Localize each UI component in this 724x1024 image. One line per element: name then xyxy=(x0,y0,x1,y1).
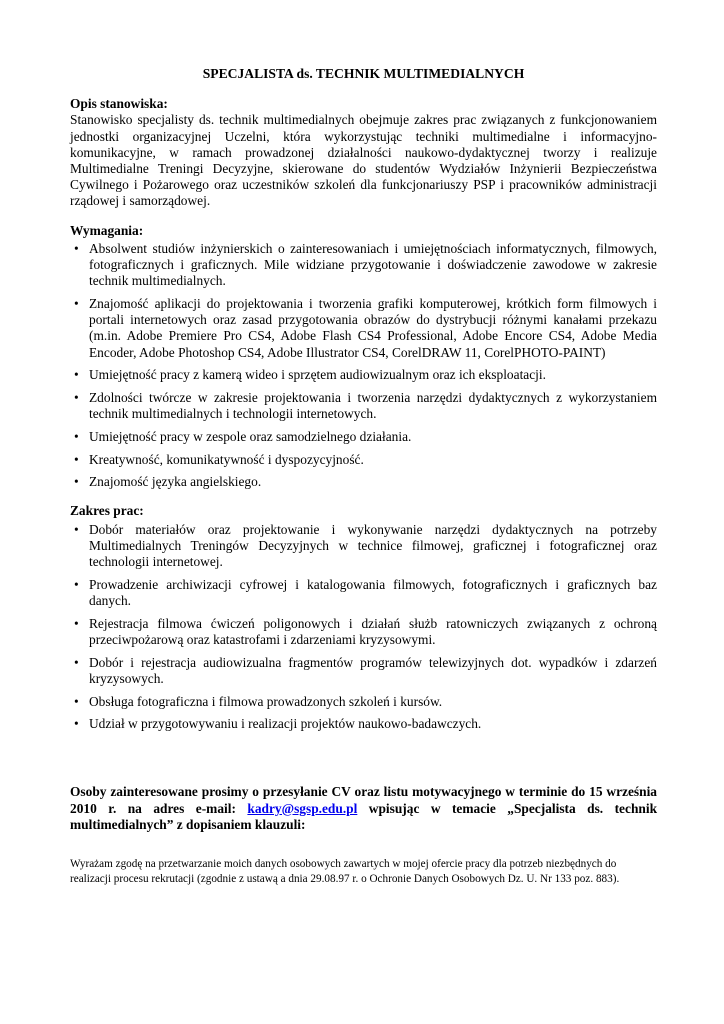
requirements-list xyxy=(70,241,657,491)
list-item xyxy=(70,577,657,609)
list-item-text: Zdolności twórcze w zakresie projektowania i tworzenia narzędzi dydaktycznych z wykorzystaniem technik multimedialnych i technologii internetowych. xyxy=(89,389,657,422)
list-item xyxy=(70,716,657,732)
list-item xyxy=(70,474,657,490)
bullet-icon: • xyxy=(74,521,79,537)
consent-clause: Wyrażam zgodę na przetwarzanie moich danych osobowych zawartych w mojej ofercie pracy dla potrzeb niezbędnych do realizacji procesu rekrutacji (zgodnie z ustawą a dnia 29.08.97 r. o Ochronie Danych Osobowych Dz. U. Nr 133 poz. 883). xyxy=(70,858,620,886)
scope-heading: Zakres prac: xyxy=(70,503,144,519)
scope-section xyxy=(70,503,657,732)
list-item xyxy=(70,694,657,710)
list-item-text: Rejestracja filmowa ćwiczeń poligonowych i działań służb ratowniczych związanych z ochroną przeciwpożarową oraz katastrofami i zdarzeniami kryzysowymi. xyxy=(89,615,657,647)
list-item xyxy=(70,655,657,687)
list-item-text: Absolwent studiów inżynierskich o zainteresowaniach i umiejętnościach informatycznych, filmowych, fotograficznych i graficznych. Mile widziane przygotowanie i doświadczenie zawodowe w zakresie technik multimedialnych. xyxy=(89,240,657,289)
bullet-icon: • xyxy=(74,367,79,383)
description-heading: Opis stanowiska: xyxy=(70,96,168,112)
list-item xyxy=(70,367,657,383)
bullet-icon: • xyxy=(74,576,79,592)
closing-text-before: Osoby zainteresowane prosimy o przesyłanie CV oraz listu motywacyjnego w terminie do 15 września 2010 r. na adres e-mail: xyxy=(70,784,657,816)
list-item-text: Umiejętność pracy w zespole oraz samodzielnego działania. xyxy=(89,428,412,444)
bullet-icon: • xyxy=(74,615,79,631)
requirements-section xyxy=(70,223,657,491)
bullet-icon: • xyxy=(74,451,79,467)
bullet-icon: • xyxy=(74,295,79,311)
list-item-text: Znajomość języka angielskiego. xyxy=(89,474,262,490)
list-item xyxy=(70,296,657,361)
list-item-text: Znajomość aplikacji do projektowania i tworzenia grafiki komputerowej, krótkich form filmowych i portali internetowych oraz zasad przygotowania obrazów do dystrybucji różnymi kanałami przekazu (m.in. Adobe Premiere Pro CS4, Adobe Flash CS4 Professional, Adobe Encore CS4, Adobe Media Encoder, Adobe Photoshop CS4, Adobe Illustrator CS4, CorelDRAW 11, CorelPHOTO-PAINT) xyxy=(89,295,657,360)
list-item-text: Umiejętność pracy z kamerą wideo i sprzętem audiowizualnym oraz ich eksploatacji. xyxy=(89,367,546,383)
scope-list xyxy=(70,522,657,733)
page-title: SPECJALISTA ds. TECHNIK MULTIMEDIALNYCH xyxy=(202,66,525,81)
email-link[interactable]: kadry@sgsp.edu.pl xyxy=(247,800,358,816)
list-item xyxy=(70,390,657,422)
list-item-text: Dobór i rejestracja audiowizualna fragmentów programów telewizyjnych dot. wypadków i zdarzeń kryzysowych. xyxy=(89,654,657,686)
list-item xyxy=(70,522,657,571)
bullet-icon: • xyxy=(74,693,79,709)
document-page xyxy=(70,66,657,887)
requirements-heading: Wymagania: xyxy=(70,222,144,238)
bullet-icon: • xyxy=(74,240,79,256)
list-item xyxy=(70,241,657,290)
list-item-text: Udział w przygotowywaniu i realizacji projektów naukowo-badawczych. xyxy=(89,716,482,732)
bullet-icon: • xyxy=(74,428,79,444)
bullet-icon: • xyxy=(74,389,79,405)
description-section xyxy=(70,96,657,209)
application-instructions xyxy=(70,784,657,833)
list-item-text: Kreatywność, komunikatywność i dyspozycyjność. xyxy=(89,451,364,467)
list-item-text: Prowadzenie archiwizacji cyfrowej i katalogowania filmowych, fotograficznych i graficznych baz danych. xyxy=(89,576,657,608)
bullet-icon: • xyxy=(74,654,79,670)
closing-text-after: wpisując w temacie „Specjalista ds. technik multimedialnych” z dopisaniem klauzuli: xyxy=(70,800,658,832)
bullet-icon: • xyxy=(74,474,79,490)
list-item xyxy=(70,429,657,445)
bullet-icon: • xyxy=(74,716,79,732)
list-item-text: Dobór materiałów oraz projektowanie i wykonywanie narzędzi dydaktycznych na potrzeby Multimedialnych Treningów Decyzyjnych w technice filmowej, graficznej i fotograficznej oraz technologii internetowej. xyxy=(89,521,657,570)
list-item xyxy=(70,616,657,648)
list-item xyxy=(70,452,657,468)
description-text: Stanowisko specjalisty ds. technik multimedialnych obejmuje zakres prac związanych z funkcjonowaniem jednostki organizacyjnej Uczelni, która wykorzystując techniki multimedialne i informacyjno-komunikacyjne, w ramach prowadzonej działalności naukowo-dydaktycznej tworzy i realizuje Multimedialne Treningi Decyzyjne, skierowane do studentów Wydziałów Inżynierii Bezpieczeństwa Cywilnego i Pożarowego oraz uczestników szkoleń dla funkcjonariuszy PSP i pracowników administracji rządowej i samorządowej. xyxy=(70,112,657,209)
list-item-text: Obsługa fotograficzna i filmowa prowadzonych szkoleń i kursów. xyxy=(89,693,443,709)
